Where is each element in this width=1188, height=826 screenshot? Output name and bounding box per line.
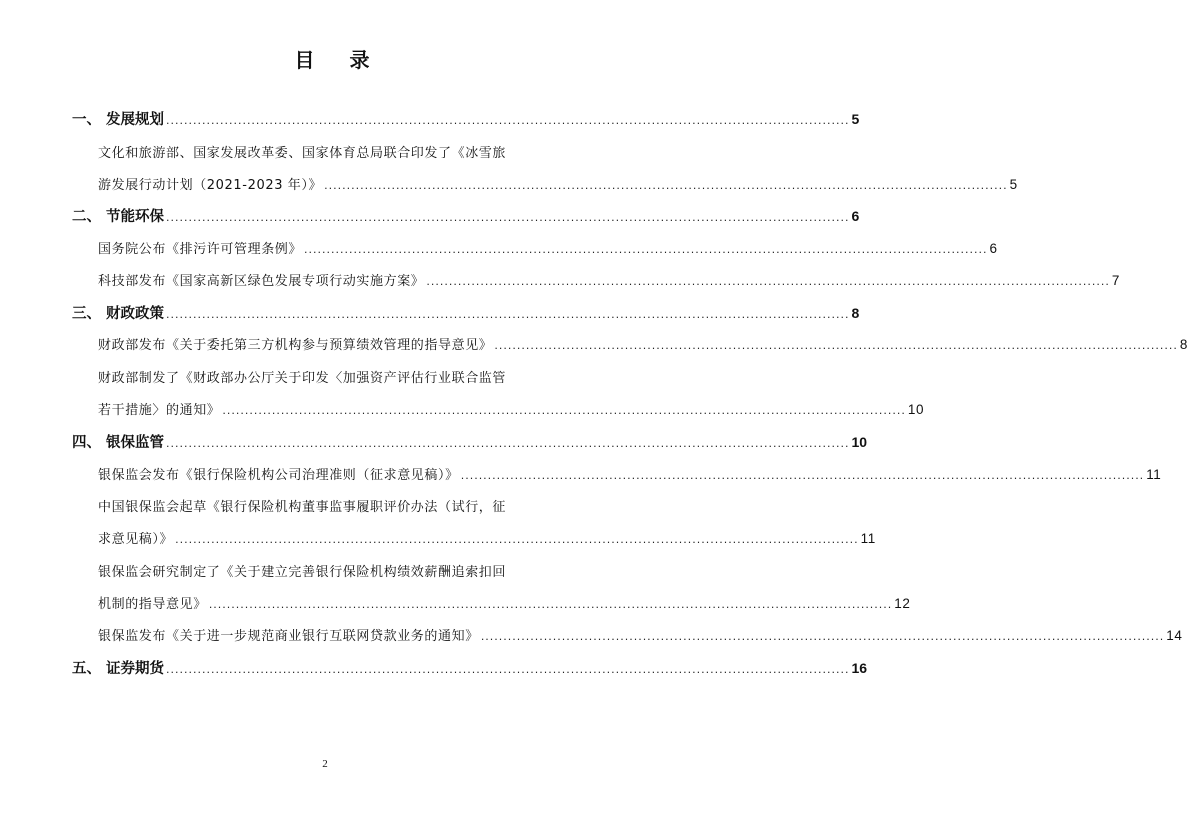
leader-dots: ........................................................................................................................................................ bbox=[460, 469, 1145, 482]
leader-dots: ........................................................................................................................................................ bbox=[166, 437, 850, 450]
entry-title: 若干措施〉的通知》 bbox=[98, 403, 221, 418]
section-number: 一、 bbox=[72, 112, 101, 128]
page-number: 8 bbox=[851, 305, 860, 321]
section-number: 五、 bbox=[72, 661, 101, 677]
page-number: 6 bbox=[989, 241, 998, 256]
entry-title: 科技部发布《国家高新区绿色发展专项行动实施方案》 bbox=[98, 274, 425, 289]
entry-title: 银保监会发布《银行保险机构公司治理准则（征求意见稿）》 bbox=[98, 468, 459, 483]
section-title: 证券期货 bbox=[106, 661, 164, 677]
toc-entry-3[interactable] bbox=[98, 270, 1120, 289]
section-number: 三、 bbox=[72, 306, 101, 322]
toc-entry-1-line1[interactable]: 文化和旅游部、国家发展改革委、国家体育总局联合印发了《冰雪旅 bbox=[98, 146, 507, 161]
leader-dots: ........................................................................................................................................................ bbox=[494, 339, 1178, 352]
leader-dots: ........................................................................................................................................................ bbox=[480, 630, 1165, 643]
toc-entry-2[interactable] bbox=[98, 238, 998, 257]
leader-dots: ........................................................................................................................................................ bbox=[175, 533, 859, 546]
section-number: 四、 bbox=[72, 435, 101, 451]
leader-dots: ........................................................................................................................................................ bbox=[166, 663, 850, 676]
toc-entry-1[interactable] bbox=[98, 174, 1018, 193]
toc-entry-4[interactable] bbox=[98, 334, 1188, 353]
toc-section-3[interactable] bbox=[72, 302, 860, 323]
page-number: 5 bbox=[851, 111, 860, 127]
page-number: 10 bbox=[907, 402, 925, 417]
section-number: 二、 bbox=[72, 209, 101, 225]
page-number: 16 bbox=[851, 660, 868, 676]
entry-title: 游发展行动计划（2021-2023 年）》 bbox=[98, 178, 323, 193]
entry-title: 机制的指导意见》 bbox=[98, 597, 207, 612]
section-title: 发展规划 bbox=[106, 112, 164, 128]
page-number: 6 bbox=[851, 208, 860, 224]
toc-section-5[interactable] bbox=[72, 657, 868, 678]
page-number: 8 bbox=[1179, 337, 1188, 352]
page-number: 5 bbox=[1009, 177, 1018, 192]
toc-entry-6[interactable] bbox=[98, 464, 1162, 483]
entry-title: 国务院公布《排污许可管理条例》 bbox=[98, 242, 303, 257]
leader-dots: ........................................................................................................................................................ bbox=[166, 114, 850, 127]
footer-page-number: 2 bbox=[322, 758, 328, 770]
leader-dots: ........................................................................................................................................................ bbox=[166, 211, 850, 224]
toc-section-1[interactable] bbox=[72, 108, 860, 129]
leader-dots: ........................................................................................................................................................ bbox=[324, 179, 1008, 192]
page-number: 12 bbox=[894, 596, 911, 611]
section-title: 节能环保 bbox=[106, 209, 164, 225]
section-title: 银保监管 bbox=[106, 435, 164, 451]
entry-title: 财政部发布《关于委托第三方机构参与预算绩效管理的指导意见》 bbox=[98, 338, 493, 353]
toc-section-2[interactable] bbox=[72, 205, 860, 226]
page-number: 10 bbox=[851, 434, 868, 450]
toc-entry-7[interactable] bbox=[98, 528, 876, 547]
toc-entry-7-line1[interactable]: 中国银保监会起草《银行保险机构董事监事履职评价办法（试行，征 bbox=[98, 500, 507, 515]
page-title: 目 录 bbox=[294, 48, 384, 72]
leader-dots: ........................................................................................................................................................ bbox=[426, 275, 1110, 288]
leader-dots: ........................................................................................................................................................ bbox=[208, 598, 893, 611]
leader-dots: ........................................................................................................................................................ bbox=[304, 243, 988, 256]
page-number: 11 bbox=[860, 531, 876, 546]
page-number: 11 bbox=[1146, 467, 1162, 482]
section-title: 财政政策 bbox=[106, 306, 164, 322]
toc-section-4[interactable] bbox=[72, 431, 868, 452]
toc-entry-5[interactable] bbox=[98, 399, 925, 418]
entry-title: 银保监发布《关于进一步规范商业银行互联网贷款业务的通知》 bbox=[98, 629, 479, 644]
page-number: 14 bbox=[1166, 628, 1183, 643]
toc-entry-5-line1[interactable]: 财政部制发了《财政部办公厅关于印发〈加强资产评估行业联合监管 bbox=[98, 371, 507, 386]
leader-dots: ........................................................................................................................................................ bbox=[166, 308, 850, 321]
leader-dots: ........................................................................................................................................................ bbox=[222, 404, 906, 417]
toc-entry-8-line1[interactable]: 银保监会研究制定了《关于建立完善银行保险机构绩效薪酬追索扣回 bbox=[98, 565, 507, 580]
toc-entry-9[interactable] bbox=[98, 625, 1183, 644]
entry-title: 求意见稿）》 bbox=[98, 532, 174, 547]
toc-entry-8[interactable] bbox=[98, 593, 911, 612]
page-number: 7 bbox=[1111, 273, 1120, 288]
